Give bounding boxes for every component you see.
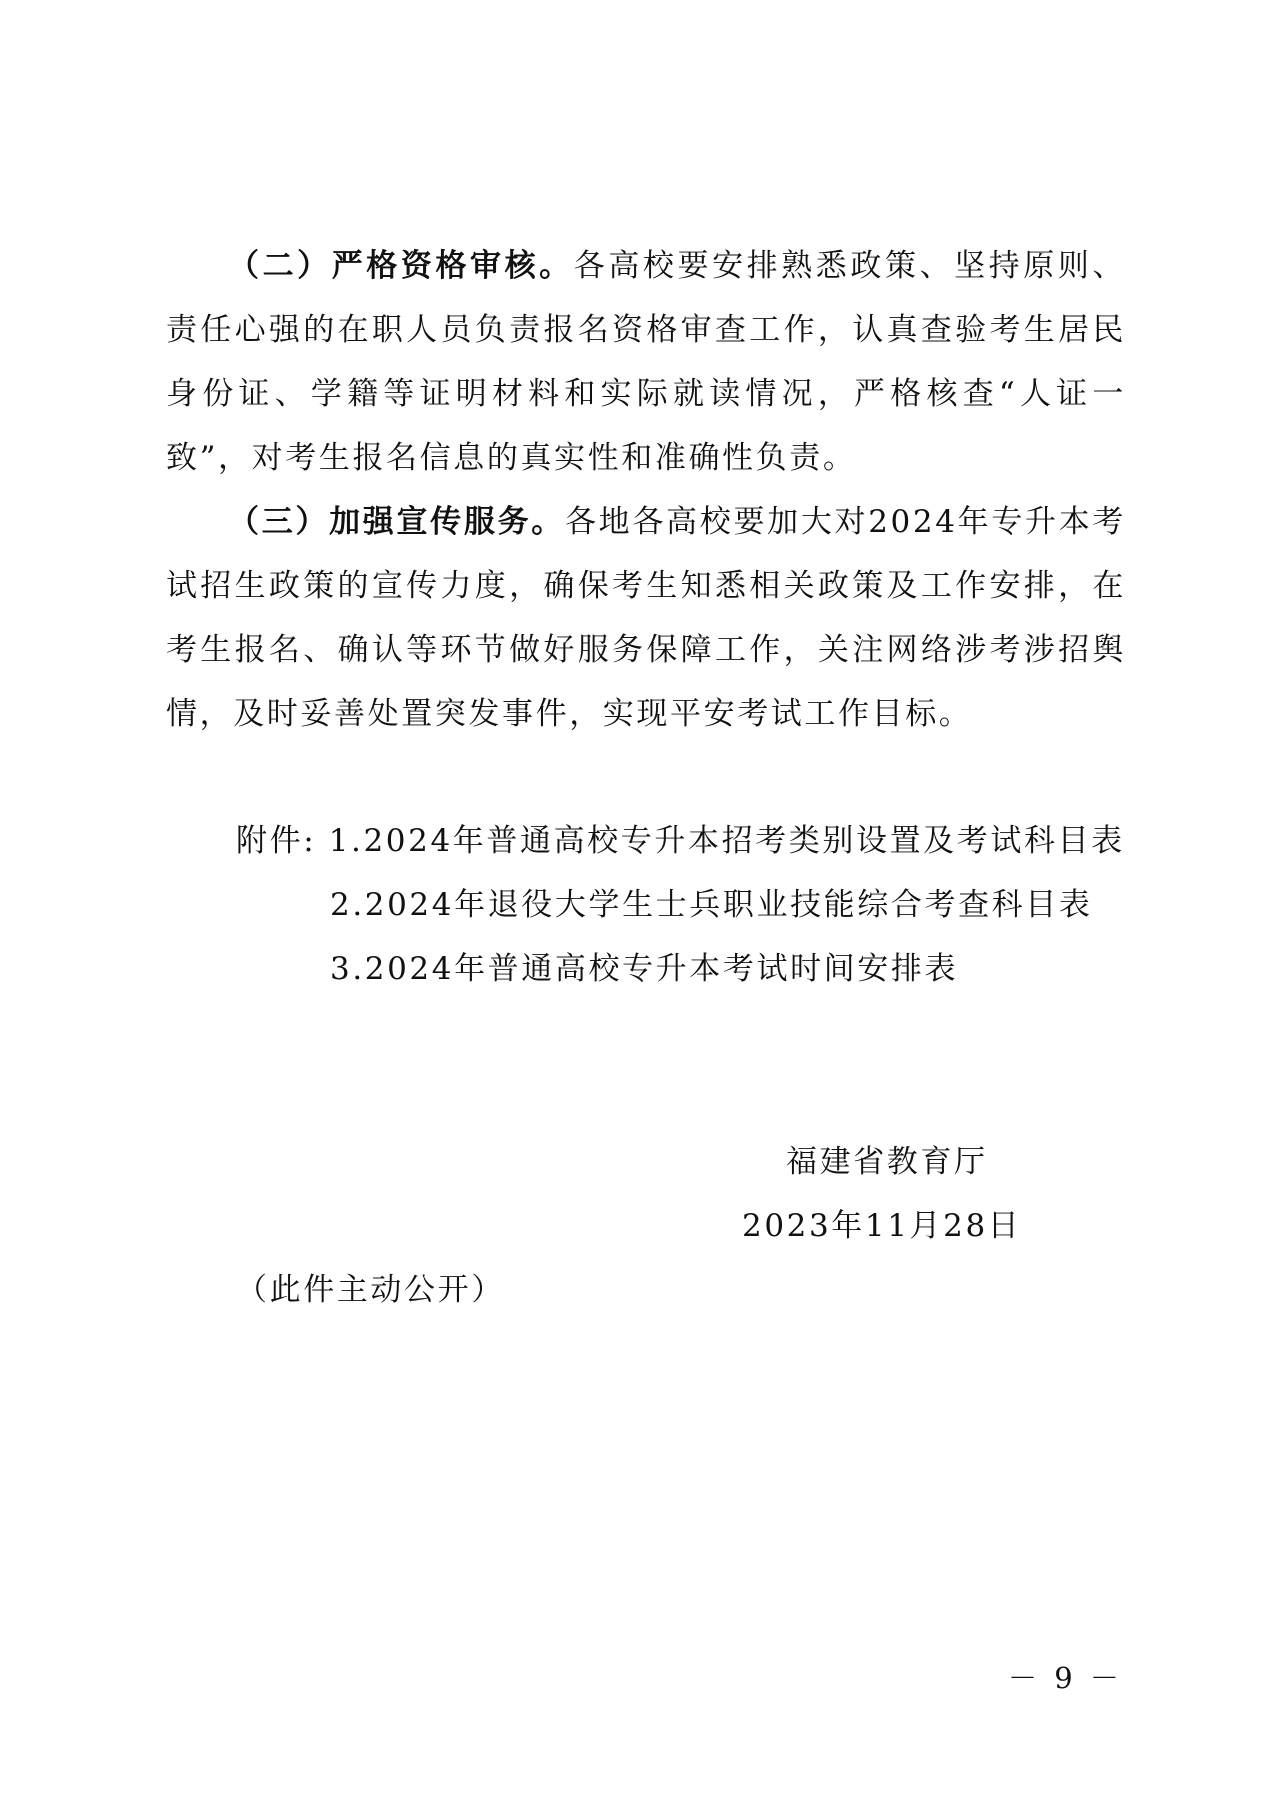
attachment-item-2 — [330, 885, 1092, 925]
attachment-item-3 — [330, 949, 958, 989]
attachment-label: 附件: — [236, 823, 329, 859]
attachment-item-1 — [236, 821, 1125, 861]
attachment-title: 1.2024年普通高校专升本招考类别设置及考试科目表 — [328, 823, 1125, 859]
section-heading: （二）严格资格审核。 — [228, 248, 574, 284]
public-disclosure-note: （此件主动公开） — [236, 1272, 505, 1308]
signature-date: 2023年11月28日 — [742, 1208, 1022, 1244]
signature-organization: 福建省教育厅 — [786, 1144, 988, 1180]
section-body: 各地各高校要加大对2024年专升本考试招生政策的宣传力度，确保考生知悉相关政策及工作安排，在考生报名、确认等环节做好服务保障工作，关注网络涉考涉招舆情，及时妥善处置突发事件，实现平安考试工作目标。 — [166, 504, 1126, 732]
attachment-title: 2.2024年退役大学生士兵职业技能综合考查科目表 — [330, 887, 1093, 923]
attachment-title: 3.2024年普通高校专升本考试时间安排表 — [330, 951, 959, 987]
page-number: － 9 － — [1008, 1661, 1123, 1695]
section-body: 各高校要安排熟悉政策、坚持原则、责任心强的在职人员负责报名资格审查工作，认真查验考生居民身份证、学籍等证明材料和实际就读情况，严格核查“人证一致”，对考生报名信息的真实性和准确性负责。 — [166, 248, 1126, 476]
section-strict-qualification-review — [166, 234, 1126, 490]
section-strengthen-publicity-service — [166, 490, 1126, 746]
section-heading: （三）加强宣传服务。 — [228, 504, 565, 540]
